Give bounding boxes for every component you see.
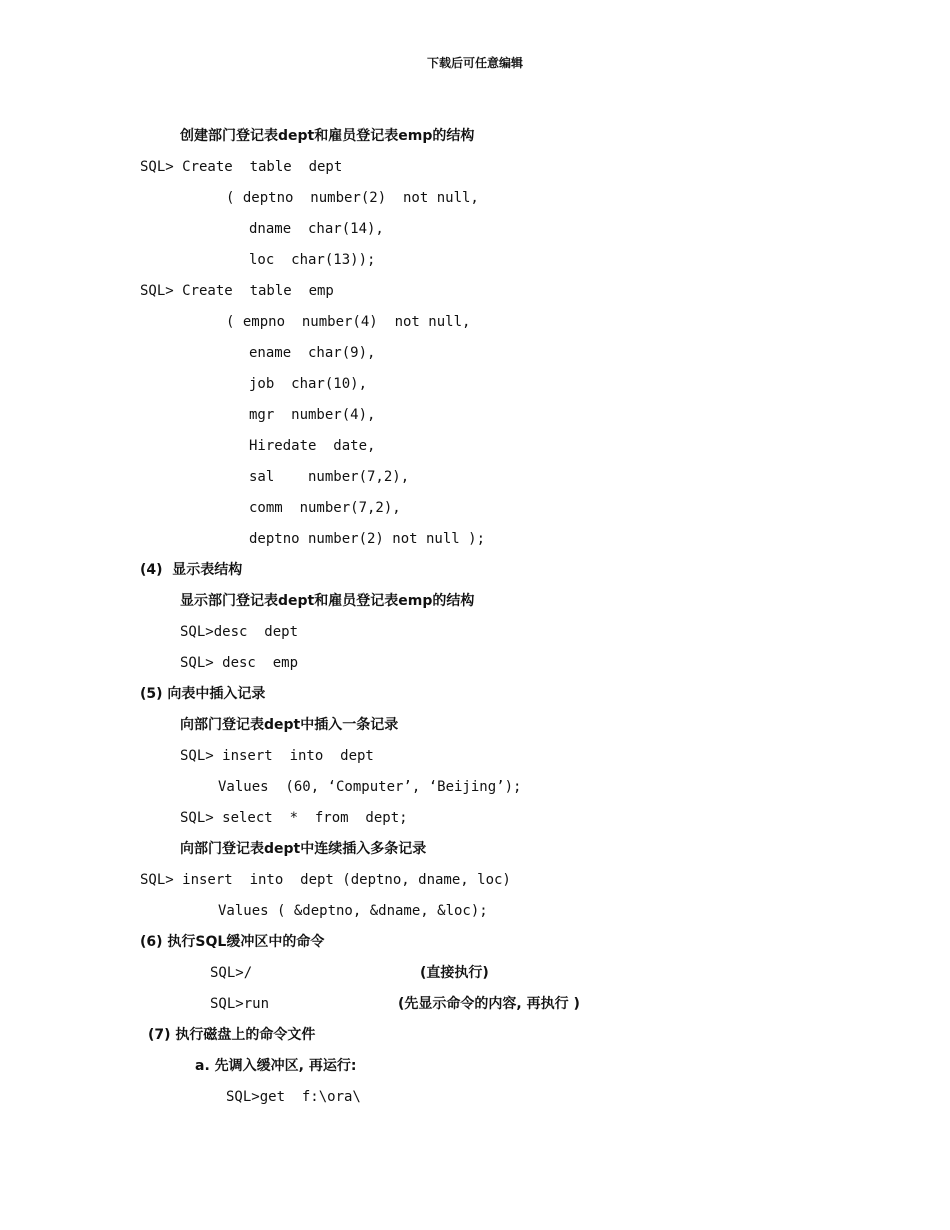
section-heading: (4) 显示表结构 [140, 562, 243, 578]
code-line: ( empno number(4) not null, [226, 314, 471, 330]
text-line: 创建部门登记表dept和雇员登记表emp的结构 [180, 128, 475, 144]
note-text: (直接执行) [420, 965, 489, 981]
code-line: SQL> desc emp [180, 655, 299, 671]
text-line: a. 先调入缓冲区, 再运行: [195, 1058, 357, 1074]
note-text: (先显示命令的内容, 再执行 ) [398, 996, 580, 1012]
text-line: 向部门登记表dept中插入一条记录 [180, 717, 399, 733]
code-line: job char(10), [249, 376, 368, 392]
code-line: sal number(7,2), [249, 469, 410, 485]
section-heading: (6) 执行SQL缓冲区中的命令 [140, 934, 325, 950]
code-line: Values (60, ‘Computer’, ‘Beijing’); [218, 779, 522, 795]
code-line: SQL>get f:\ora\ [226, 1089, 361, 1105]
code-line: Hiredate date, [249, 438, 376, 454]
code-line: SQL> Create table dept [140, 159, 343, 175]
code-line: SQL> select * from dept; [180, 810, 408, 826]
code-line: SQL> insert into dept [180, 748, 374, 764]
code-line: SQL>run [210, 996, 270, 1012]
section-heading: (5) 向表中插入记录 [140, 686, 266, 702]
code-line: ( deptno number(2) not null, [226, 190, 479, 206]
page-header: 下载后可任意编辑 [426, 56, 523, 70]
code-line: comm number(7,2), [249, 500, 401, 516]
text-line: 显示部门登记表dept和雇员登记表emp的结构 [180, 593, 475, 609]
text-line: 向部门登记表dept中连续插入多条记录 [180, 841, 427, 857]
code-line: mgr number(4), [249, 407, 376, 423]
code-line: SQL>desc dept [180, 624, 299, 640]
code-line: SQL> Create table emp [140, 283, 334, 299]
code-line: SQL> insert into dept (deptno, dname, loc) [140, 872, 511, 888]
code-line: ename char(9), [249, 345, 376, 361]
code-line: SQL>/ [210, 965, 253, 981]
code-line: deptno number(2) not null ); [249, 531, 486, 547]
section-heading: (7) 执行磁盘上的命令文件 [148, 1027, 316, 1043]
code-line: Values ( &deptno, &dname, &loc); [218, 903, 488, 919]
code-line: loc char(13)); [249, 252, 376, 268]
code-line: dname char(14), [249, 221, 384, 237]
